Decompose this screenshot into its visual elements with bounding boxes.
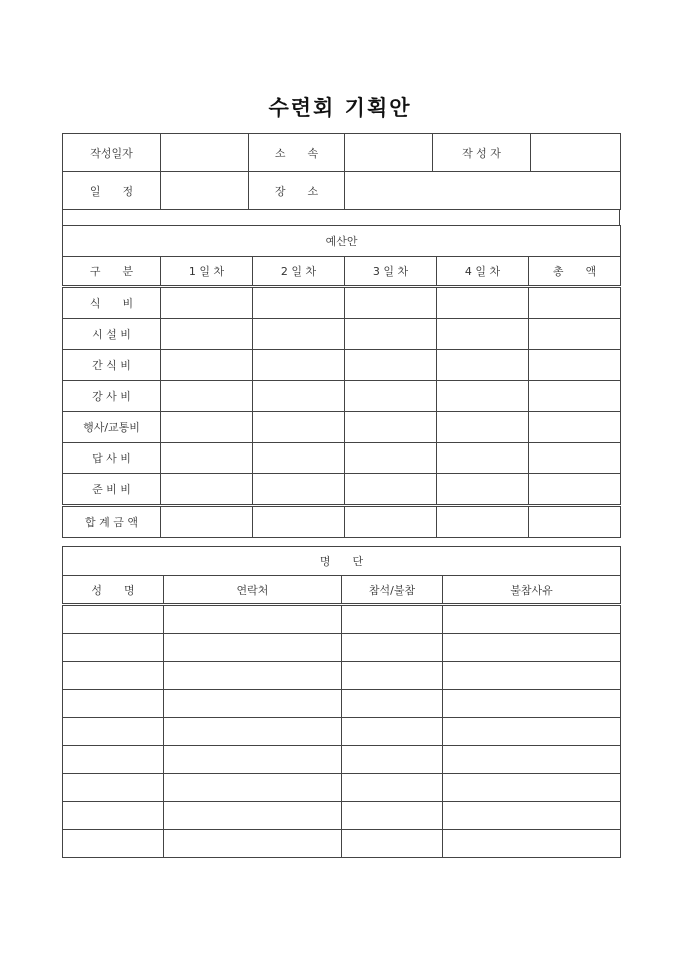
budget-cell[interactable] <box>161 412 253 443</box>
roster-cell[interactable] <box>63 718 164 746</box>
roster-caption-row <box>63 547 621 576</box>
budget-cell[interactable] <box>253 350 345 381</box>
label-author: 작 성 자 <box>433 134 531 172</box>
budget-header-cell: 총 액 <box>529 257 621 287</box>
roster-cell[interactable] <box>342 802 443 830</box>
budget-cell[interactable] <box>437 287 529 319</box>
budget-cell[interactable] <box>529 412 621 443</box>
budget-row <box>63 381 621 412</box>
budget-cell[interactable] <box>437 443 529 474</box>
budget-row-label: 간 식 비 <box>63 350 161 381</box>
budget-cell[interactable] <box>161 287 253 319</box>
roster-cell[interactable] <box>164 830 342 858</box>
budget-cell[interactable] <box>161 381 253 412</box>
budget-row <box>63 474 621 506</box>
budget-header-cell: 3 일 차 <box>345 257 437 287</box>
budget-cell[interactable] <box>253 506 345 538</box>
budget-row-label: 시 설 비 <box>63 319 161 350</box>
budget-row-label: 준 비 비 <box>63 474 161 506</box>
roster-cell[interactable] <box>342 634 443 662</box>
budget-caption: 예산안 <box>63 226 621 257</box>
label-date-written: 작성일자 <box>63 134 161 172</box>
roster-cell[interactable] <box>443 690 621 718</box>
roster-cell[interactable] <box>63 774 164 802</box>
roster-row <box>63 774 621 802</box>
budget-cell[interactable] <box>253 319 345 350</box>
roster-table <box>62 546 621 858</box>
budget-cell[interactable] <box>529 350 621 381</box>
budget-cell[interactable] <box>345 506 437 538</box>
budget-cell[interactable] <box>345 319 437 350</box>
budget-cell[interactable] <box>161 506 253 538</box>
roster-cell[interactable] <box>164 690 342 718</box>
budget-row <box>63 287 621 319</box>
budget-cell[interactable] <box>529 443 621 474</box>
budget-cell[interactable] <box>161 474 253 506</box>
budget-cell[interactable] <box>345 412 437 443</box>
budget-total-row <box>63 506 621 538</box>
budget-cell[interactable] <box>345 287 437 319</box>
label-place: 장 소 <box>249 172 345 210</box>
roster-cell[interactable] <box>443 746 621 774</box>
budget-cell[interactable] <box>437 412 529 443</box>
roster-cell[interactable] <box>443 634 621 662</box>
budget-row-label: 행사/교통비 <box>63 412 161 443</box>
roster-cell[interactable] <box>63 690 164 718</box>
roster-cell[interactable] <box>63 605 164 634</box>
budget-header-row <box>63 257 621 287</box>
budget-header-cell: 4 일 차 <box>437 257 529 287</box>
budget-cell[interactable] <box>161 350 253 381</box>
budget-cell[interactable] <box>529 506 621 538</box>
budget-header-cell: 2 일 차 <box>253 257 345 287</box>
roster-row <box>63 802 621 830</box>
roster-cell[interactable] <box>342 662 443 690</box>
roster-cell[interactable] <box>443 830 621 858</box>
budget-cell[interactable] <box>253 443 345 474</box>
field-affiliation[interactable] <box>345 134 433 172</box>
roster-cell[interactable] <box>63 662 164 690</box>
roster-row <box>63 634 621 662</box>
budget-row-label: 식 비 <box>63 287 161 319</box>
budget-cell[interactable] <box>253 474 345 506</box>
label-schedule: 일 정 <box>63 172 161 210</box>
roster-row <box>63 830 621 858</box>
roster-row <box>63 690 621 718</box>
budget-cell[interactable] <box>529 287 621 319</box>
budget-row <box>63 319 621 350</box>
roster-header-cell: 연락처 <box>164 576 342 605</box>
roster-cell[interactable] <box>63 634 164 662</box>
budget-row-label: 답 사 비 <box>63 443 161 474</box>
roster-row <box>63 662 621 690</box>
budget-caption-row <box>63 226 621 257</box>
label-affiliation: 소 속 <box>249 134 345 172</box>
budget-cell[interactable] <box>345 443 437 474</box>
roster-cell[interactable] <box>342 605 443 634</box>
budget-cell[interactable] <box>345 381 437 412</box>
budget-table <box>62 225 621 538</box>
budget-cell[interactable] <box>161 319 253 350</box>
roster-cell[interactable] <box>443 605 621 634</box>
budget-row <box>63 350 621 381</box>
budget-header-cell: 1 일 차 <box>161 257 253 287</box>
roster-cell[interactable] <box>164 718 342 746</box>
budget-cell[interactable] <box>437 319 529 350</box>
field-author[interactable] <box>531 134 621 172</box>
budget-cell[interactable] <box>253 412 345 443</box>
budget-cell[interactable] <box>437 350 529 381</box>
roster-cell[interactable] <box>342 718 443 746</box>
budget-row <box>63 443 621 474</box>
budget-cell[interactable] <box>437 381 529 412</box>
info-row <box>63 172 621 210</box>
budget-cell[interactable] <box>529 381 621 412</box>
budget-row-label: 강 사 비 <box>63 381 161 412</box>
roster-cell[interactable] <box>63 802 164 830</box>
roster-cell[interactable] <box>443 718 621 746</box>
budget-cell[interactable] <box>253 287 345 319</box>
roster-header-cell: 참석/불참 <box>342 576 443 605</box>
budget-cell[interactable] <box>345 474 437 506</box>
roster-cell[interactable] <box>63 746 164 774</box>
budget-cell[interactable] <box>161 443 253 474</box>
budget-cell[interactable] <box>253 381 345 412</box>
roster-cell[interactable] <box>342 690 443 718</box>
roster-cell[interactable] <box>443 774 621 802</box>
roster-cell[interactable] <box>342 830 443 858</box>
section-gap <box>62 209 620 225</box>
roster-cell[interactable] <box>164 802 342 830</box>
roster-cell[interactable] <box>164 634 342 662</box>
roster-cell[interactable] <box>342 746 443 774</box>
budget-cell[interactable] <box>437 474 529 506</box>
page-title: 수련회 기획안 <box>268 96 412 120</box>
roster-cell[interactable] <box>63 830 164 858</box>
roster-header-cell: 성 명 <box>63 576 164 605</box>
budget-cell[interactable] <box>529 319 621 350</box>
roster-caption: 명 단 <box>63 547 621 576</box>
budget-cell[interactable] <box>529 474 621 506</box>
roster-cell[interactable] <box>164 746 342 774</box>
field-schedule[interactable] <box>161 172 249 210</box>
roster-cell[interactable] <box>164 662 342 690</box>
budget-total-label: 합 계 금 액 <box>63 506 161 538</box>
roster-header-row <box>63 576 621 605</box>
field-date-written[interactable] <box>161 134 249 172</box>
info-table <box>62 133 621 210</box>
roster-row <box>63 605 621 634</box>
roster-row <box>63 718 621 746</box>
roster-header-cell: 불참사유 <box>443 576 621 605</box>
info-row <box>63 134 621 172</box>
budget-row <box>63 412 621 443</box>
roster-cell[interactable] <box>164 774 342 802</box>
roster-cell[interactable] <box>443 802 621 830</box>
budget-header-cell: 구 분 <box>63 257 161 287</box>
budget-cell[interactable] <box>437 506 529 538</box>
field-place[interactable] <box>345 172 621 210</box>
budget-cell[interactable] <box>345 350 437 381</box>
roster-row <box>63 746 621 774</box>
roster-cell[interactable] <box>443 662 621 690</box>
roster-cell[interactable] <box>164 605 342 634</box>
roster-cell[interactable] <box>342 774 443 802</box>
